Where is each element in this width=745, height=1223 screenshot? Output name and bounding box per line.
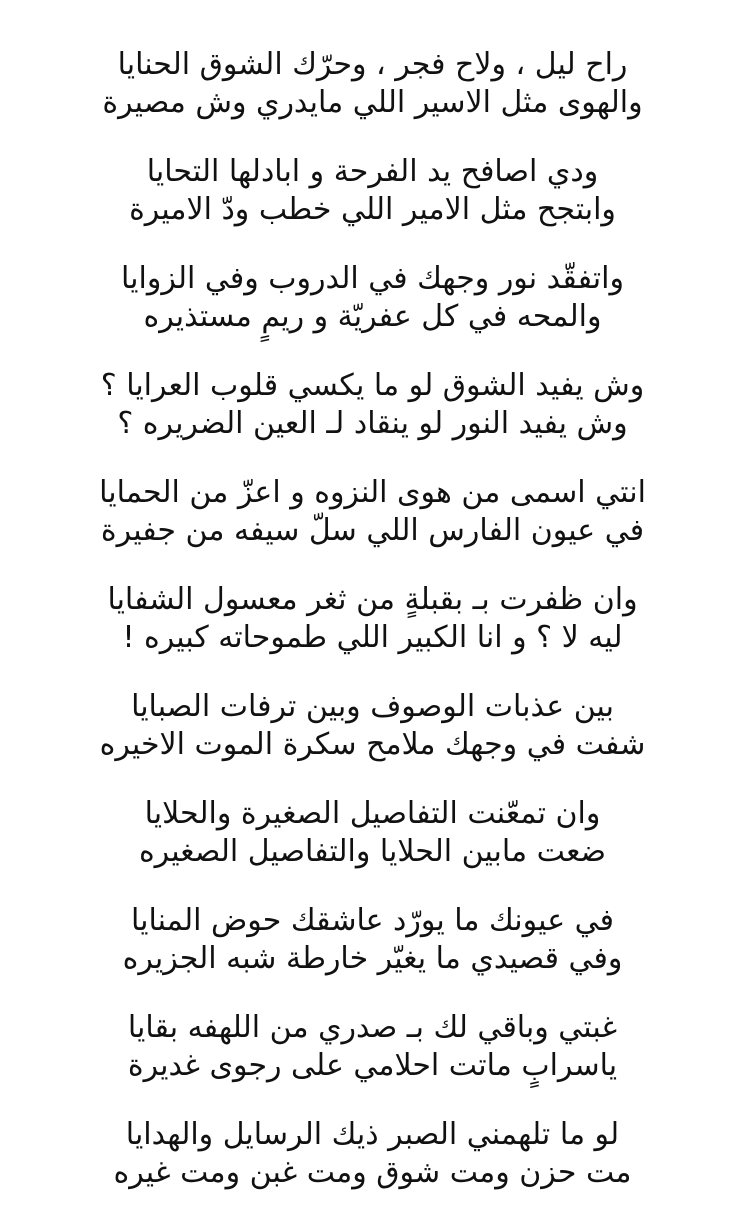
- poem-line: والهوى مثل الاسير اللي مايدري وش مصيرة: [102, 85, 643, 120]
- poem-line: لو ما تلهمني الصبر ذيك الرسايل والهدايا: [125, 1117, 620, 1152]
- stanza-6: [20, 581, 725, 688]
- stanza-4: [20, 367, 725, 474]
- poem-line: وان ظفرت بـ بقبلةٍ من ثغر معسول الشفايا: [107, 582, 638, 617]
- stanza-5: [20, 474, 725, 581]
- stanza-7: [20, 688, 725, 795]
- stanza-2: [20, 153, 725, 260]
- poem-line: وفي قصيدي ما يغيّر خارطة شبه الجزيره: [122, 941, 623, 976]
- poem-line: ياسرابٍ ماتت احلامي على رجوى غديرة: [127, 1048, 618, 1083]
- poem-line: وان تمعّنت التفاصيل الصغيرة والحلايا: [144, 796, 601, 831]
- poem-line: وش يفيد الشوق لو ما يكسي قلوب العرايا ؟: [100, 368, 645, 403]
- stanza-1: [20, 46, 725, 153]
- poem-line: شفت في وجهك ملامح سكرة الموت الاخيره: [99, 727, 646, 762]
- poem-line: ضعت مابين الحلايا والتفاصيل الصغيره: [138, 834, 607, 869]
- poem-line: غبتي وباقي لك بـ صدري من اللهفه بقايا: [127, 1010, 618, 1045]
- poem-line: وابتجح مثل الامير اللي خطب ودّ الاميرة: [129, 192, 616, 227]
- stanza-10: [20, 1009, 725, 1116]
- poem-line: مت حزن ومت شوق ومت غبن ومت غيره: [113, 1155, 632, 1190]
- stanza-8: [20, 795, 725, 902]
- stanza-9: [20, 902, 725, 1009]
- poem-line: بين عذبات الوصوف وبين ترفات الصبايا: [131, 689, 614, 724]
- poem-line: في عيونك ما يورّد عاشقك حوض المنايا: [130, 903, 614, 938]
- poem-line: والمحه في كل عفريّة و ريمٍ مستذيره: [143, 299, 602, 334]
- poem: [0, 46, 745, 1223]
- stanza-11: [20, 1116, 725, 1223]
- poem-line: واتفقّد نور وجهك في الدروب وفي الزوايا: [121, 261, 624, 296]
- poem-line: ليه لا ؟ و انا الكبير اللي طموحاته كبيره !: [122, 620, 623, 655]
- poem-line: في عيون الفارس اللي سلّ سيفه من جفيرة: [100, 513, 645, 548]
- poem-line: وش يفيد النور لو ينقاد لـ العين الضريره ؟: [117, 406, 628, 441]
- stanza-3: [20, 260, 725, 367]
- poem-line: راح ليل ، ولاح فجر ، وحرّك الشوق الحنايا: [117, 47, 628, 82]
- poem-line: ودي اصافح يد الفرحة و ابادلها التحايا: [146, 154, 599, 189]
- poem-line: انتي اسمى من هوى النزوه و اعزّ من الحمايا: [99, 475, 646, 510]
